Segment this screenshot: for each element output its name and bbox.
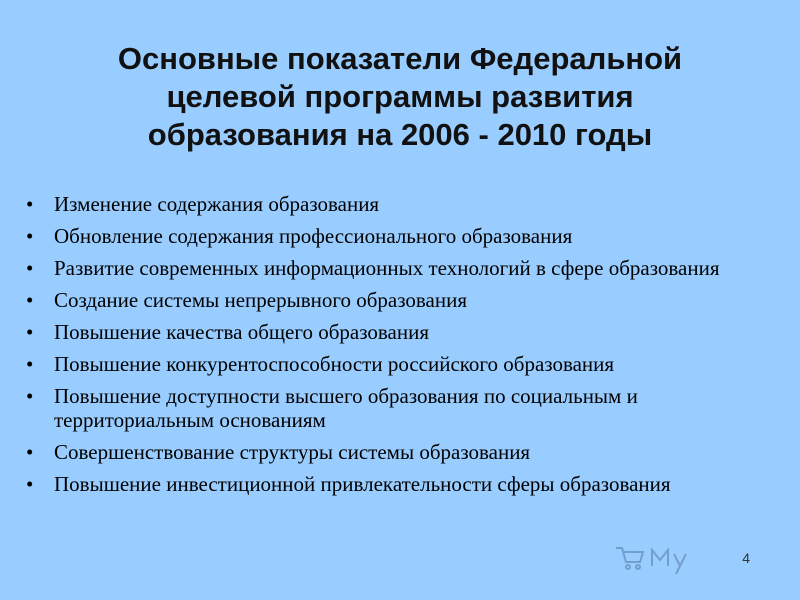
bullet-text: Повышение доступности высшего образования по социальным и территориальным основаниям: [54, 384, 638, 432]
bullet-item: [24, 256, 784, 280]
slide-title-line-2: целевой программы развития: [166, 79, 634, 114]
bullet-item: [24, 224, 784, 248]
bullet-dot-icon: •: [26, 320, 34, 344]
bullet-dot-icon: •: [26, 288, 34, 312]
bullet-text: Повышение инвестиционной привлекательности сферы образования: [54, 472, 671, 496]
bullet-item: [24, 440, 784, 464]
bullet-item: [24, 288, 784, 312]
bullet-item: [24, 320, 784, 344]
watermark-logo-icon: [612, 540, 722, 574]
bullet-dot-icon: •: [26, 440, 34, 464]
bullet-dot-icon: •: [26, 384, 34, 408]
bullet-text: Развитие современных информационных технологий в сфере образования: [54, 256, 720, 280]
bullet-item: [24, 192, 784, 216]
bullet-text: Обновление содержания профессионального образования: [54, 224, 573, 248]
bullet-dot-icon: •: [26, 192, 34, 216]
bullet-text: Изменение содержания образования: [54, 192, 380, 216]
bullet-dot-icon: •: [26, 256, 34, 280]
slide-title-line-1: Основные показатели Федеральной: [117, 41, 683, 76]
bullet-text: Повышение качества общего образования: [54, 320, 429, 344]
bullet-dot-icon: •: [26, 224, 34, 248]
bullet-item: [24, 472, 784, 496]
bullet-dot-icon: •: [26, 352, 34, 376]
bullet-item: [24, 384, 784, 432]
slide-title-line-3: образования на 2006 - 2010 годы: [147, 117, 653, 152]
slide-title: [40, 40, 760, 154]
bullet-text: Создание системы непрерывного образования: [54, 288, 467, 312]
bullet-text: Повышение конкурентоспособности российского образования: [54, 352, 615, 376]
bullet-item: [24, 352, 784, 376]
bullet-text: Совершенствование структуры системы образования: [54, 440, 531, 464]
page-number: 4: [742, 550, 750, 566]
bullet-dot-icon: •: [26, 472, 34, 496]
bullet-list: [24, 192, 784, 504]
